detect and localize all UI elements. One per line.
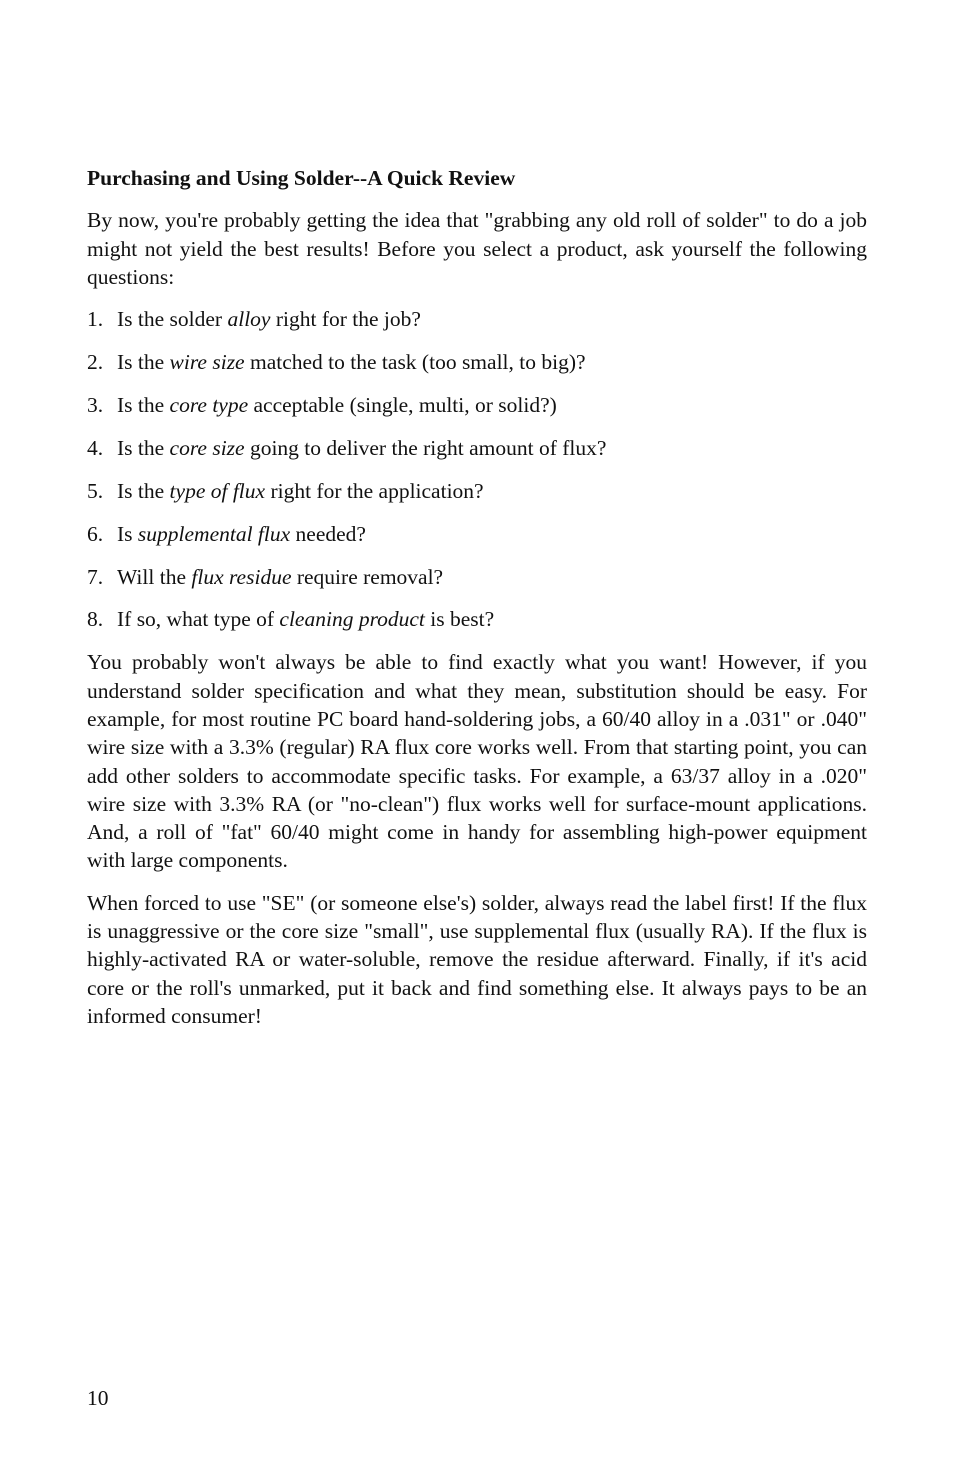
list-item: 4. Is the core size going to deliver the right amount of flux?	[87, 435, 607, 460]
page-content	[87, 164, 867, 1044]
list-item: 7. Will the flux residue require removal?	[87, 564, 444, 589]
list-item: 6. Is supplemental flux needed?	[87, 521, 366, 546]
list-item: 3. Is the core type acceptable (single, multi, or solid?)	[87, 392, 557, 417]
intro-paragraph: By now, you're probably getting the idea that "grabbing any old roll of solder" to do a job might not yield the best results! Before you select a product, ask yourself the following questions:	[87, 208, 867, 289]
list-item: 1. Is the solder alloy right for the job?	[87, 307, 421, 332]
page-number: 10	[87, 1386, 109, 1410]
list-item: 8. If so, what type of cleaning product is best?	[87, 607, 495, 632]
questions-list	[87, 305, 867, 634]
list-item: 2. Is the wire size matched to the task (too small, to big)?	[87, 350, 586, 375]
informed-consumer-paragraph: When forced to use "SE" (or someone else's) solder, always read the label first! If the flux is unaggressive or the core size "small", use supplemental flux (usually RA). If the flux is highly-activated RA or water-soluble, remove the residue afterward. Finally, if it's acid core or the roll's unmarked, put it back and find something else. It always pays to be an informed consumer!	[87, 890, 867, 1028]
substitution-paragraph: You probably won't always be able to find exactly what you want! However, if you understand solder specification and what they mean, substitution should be easy. For example, for most routine PC board hand-soldering jobs, a 60/40 alloy in a .031" or .040" wire size with a 3.3% (regular) RA flux core works well. From that starting point, you can add other solders to accommodate specific tasks. For example, a 63/37 alloy in a .020" wire size with 3.3% RA (or "no-clean") flux works well for surface-mount applications. And, a roll of "fat" 60/40 might come in handy for assembling high-power equipment with large components.	[87, 650, 867, 873]
section-title: Purchasing and Using Solder--A Quick Review	[87, 166, 516, 190]
list-item: 5. Is the type of flux right for the application?	[87, 478, 484, 503]
